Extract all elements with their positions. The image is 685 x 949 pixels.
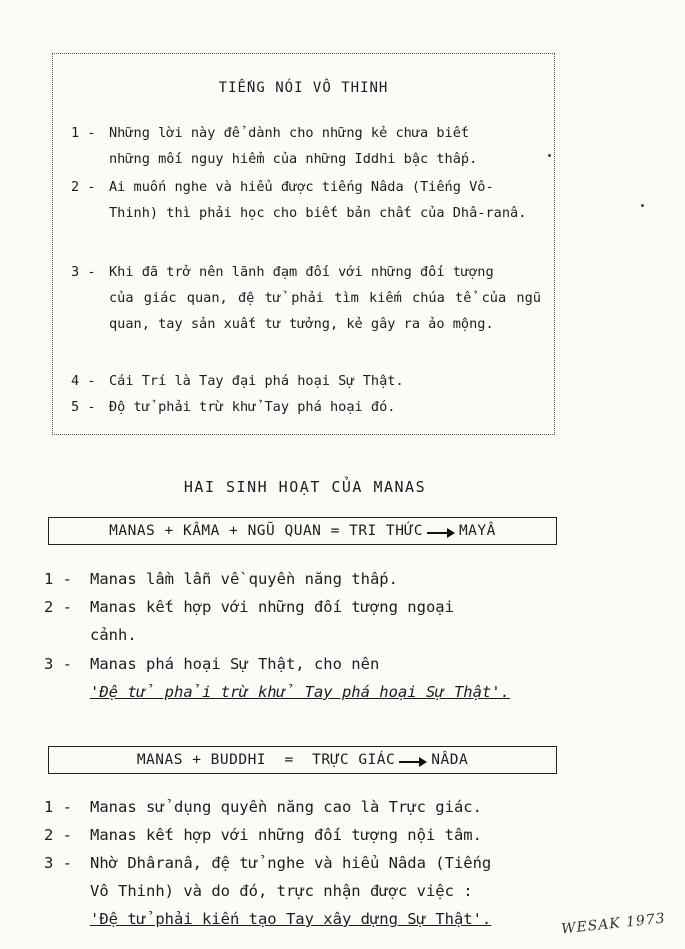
emphasized-quote: 'Đệ tử phải trừ khử Tay phá hoại Sự Thật'. [90,683,510,701]
item-number: 5 - [71,399,96,415]
handwritten-signature: WESAK 1973 [560,910,667,938]
right-arrow-icon [427,526,455,536]
item-text: Ai muốn nghe và hiểu được tiếng Nâda (Tiếng Vô- [109,179,494,195]
box-item-4 [71,368,541,394]
section-title: HAI SINH HOẠT CỦA MANAS [183,478,427,496]
list2-item-3 [44,849,558,933]
item-number: 3 - [44,854,72,872]
item-continuation: Thinh) thì phải học cho biết bản chất của Dhâ-ranâ. [109,205,527,221]
item-continuation: cảnh. [90,626,137,644]
item-number: 3 - [71,264,96,280]
item-number: 1 - [71,125,96,141]
list1-item-2 [44,593,558,649]
box-item-1 [71,120,541,172]
item-text: Nhờ Dhâranâ, đệ tử nghe và hiểu Nâda (Tiếng [90,854,492,872]
item-number: 2 - [44,598,72,616]
formula-box-1 [48,517,557,545]
item-continuation: của giác quan, đệ tử phải tìm kiếm chúa tể của ngũ quan, tay sản xuất tư tưởng, kẻ gây ra ảo mộng. [109,290,541,332]
item-number: 2 - [71,179,96,195]
formula-text: MANAS + KÂMA + NGŨ QUAN = TRI THỨC [109,523,423,539]
formula-result: NÂDA [431,752,469,768]
item-text: Manas sử dụng quyền năng cao là Trực giác. [90,798,482,816]
item-text: Độ tử phải trừ khử Tay phá hoại đó. [109,399,396,415]
item-continuation: Vô Thinh) và do đó, trực nhận được việc : [90,882,473,900]
box-item-2 [71,174,541,226]
item-number: 3 - [44,655,72,673]
list2-item-2 [44,821,558,849]
formula-box-2 [48,746,557,774]
right-arrow-icon [399,755,427,765]
box-item-5 [71,394,541,420]
list2-item-1 [44,793,558,821]
item-continuation: những mối nguy hiểm của những Iddhi bậc thấp. [109,151,478,167]
quote-box [52,53,555,435]
list1-item-3 [44,650,558,706]
item-number: 1 - [44,798,72,816]
list1-item-1 [44,565,558,593]
item-text: Khi đã trở nên lãnh đạm đối với những đối tượng [109,264,494,280]
item-text: Manas phá hoại Sự Thật, cho nên [90,655,380,673]
item-number: 4 - [71,373,96,389]
stray-mark [641,204,644,207]
item-number: 2 - [44,826,72,844]
emphasized-quote: 'Đệ tử phải kiến tạo Tay xây dựng Sự Thật'. [90,910,492,928]
box-item-3 [71,259,541,337]
formula-result: MAYÂ [458,523,496,539]
formula-text: MANAS + BUDDHI = TRỰC GIÁC [136,752,396,768]
stray-mark [548,154,551,157]
item-text: Manas kết hợp với những đối tượng ngoại [90,598,454,616]
item-text: Những lời này để dành cho những kẻ chưa biết [109,125,470,141]
item-number: 1 - [44,570,72,588]
item-text: Cái Trí là Tay đại phá hoại Sự Thật. [109,373,404,389]
item-text: Manas kết hợp với những đối tượng nội tâm. [90,826,482,844]
item-text: Manas lầm lẫn về quyền năng thấp. [90,570,398,588]
box-title: TIẾNG NÓI VÔ THINH [218,80,389,96]
